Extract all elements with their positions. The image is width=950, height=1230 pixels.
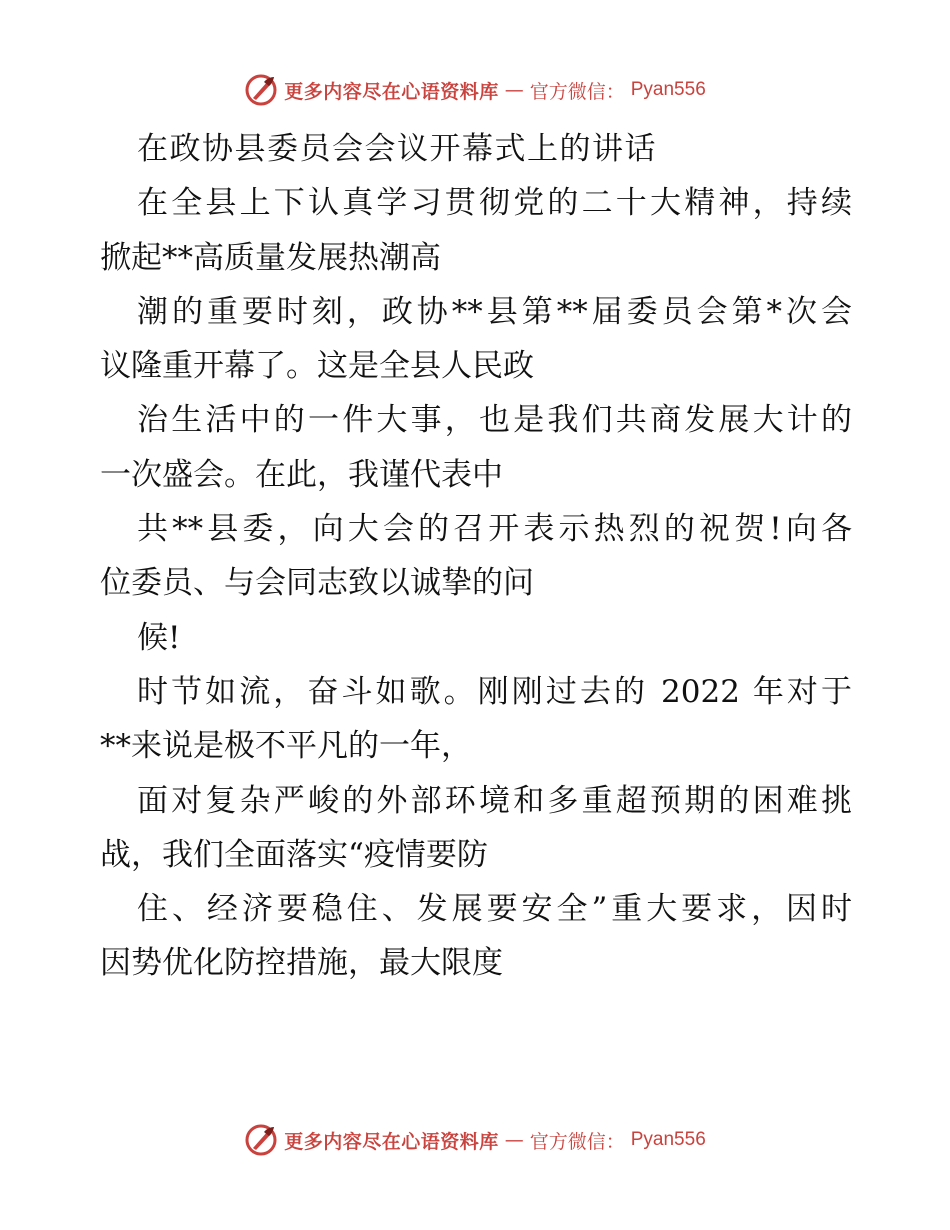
- text-line: 住、经济要稳住、发展要安全”重大要求，因时: [137, 891, 852, 928]
- document-title: 在政协县委员会会议开幕式上的讲话: [137, 131, 657, 167]
- banner-wechat-label: 官方微信：: [529, 1130, 625, 1153]
- text-line: 战，我们全面落实“疫情要防: [100, 836, 488, 873]
- banner-wechat-id: Pyan556: [630, 79, 706, 100]
- footer-banner: [0, 1120, 950, 1160]
- text-line: 时节如流，奋斗如歌。刚刚过去的 2022 年对于: [137, 673, 852, 710]
- header-banner: [0, 70, 950, 110]
- text-line: 一次盛会。在此，我谨代表中: [100, 456, 503, 493]
- text-line: 潮的重要时刻，政协**县第**届委员会第*次会: [137, 293, 852, 330]
- text-line: 面对复杂严峻的外部环境和多重超预期的困难挑: [137, 782, 852, 819]
- document-body: [100, 122, 852, 991]
- text-line: 在全县上下认真学习贯彻党的二十大精神，持续: [137, 185, 852, 222]
- text-line: 掀起**高质量发展热潮高: [100, 239, 441, 276]
- text-line: 因势优化防控措施，最大限度: [100, 945, 503, 982]
- text-line: 候!: [137, 619, 181, 656]
- quill-logo-icon: [244, 1123, 278, 1157]
- banner-separator: —: [504, 79, 524, 101]
- text-line: 位委员、与会同志致以诚挚的问: [100, 565, 534, 602]
- banner-slogan: 更多内容尽在心语资料库: [284, 1130, 499, 1153]
- banner-slogan: 更多内容尽在心语资料库: [284, 80, 499, 103]
- text-line: 议隆重开幕了。这是全县人民政: [100, 348, 534, 385]
- quill-logo-icon: [244, 73, 278, 107]
- banner-separator: —: [504, 1129, 524, 1151]
- text-line: 共**县委，向大会的召开表示热烈的祝贺!向各: [137, 511, 852, 548]
- text-line: 治生活中的一件大事，也是我们共商发展大计的: [137, 402, 852, 439]
- text-line: **来说是极不平凡的一年，: [100, 728, 472, 765]
- banner-wechat-id: Pyan556: [630, 1129, 706, 1150]
- banner-wechat-label: 官方微信：: [529, 80, 625, 103]
